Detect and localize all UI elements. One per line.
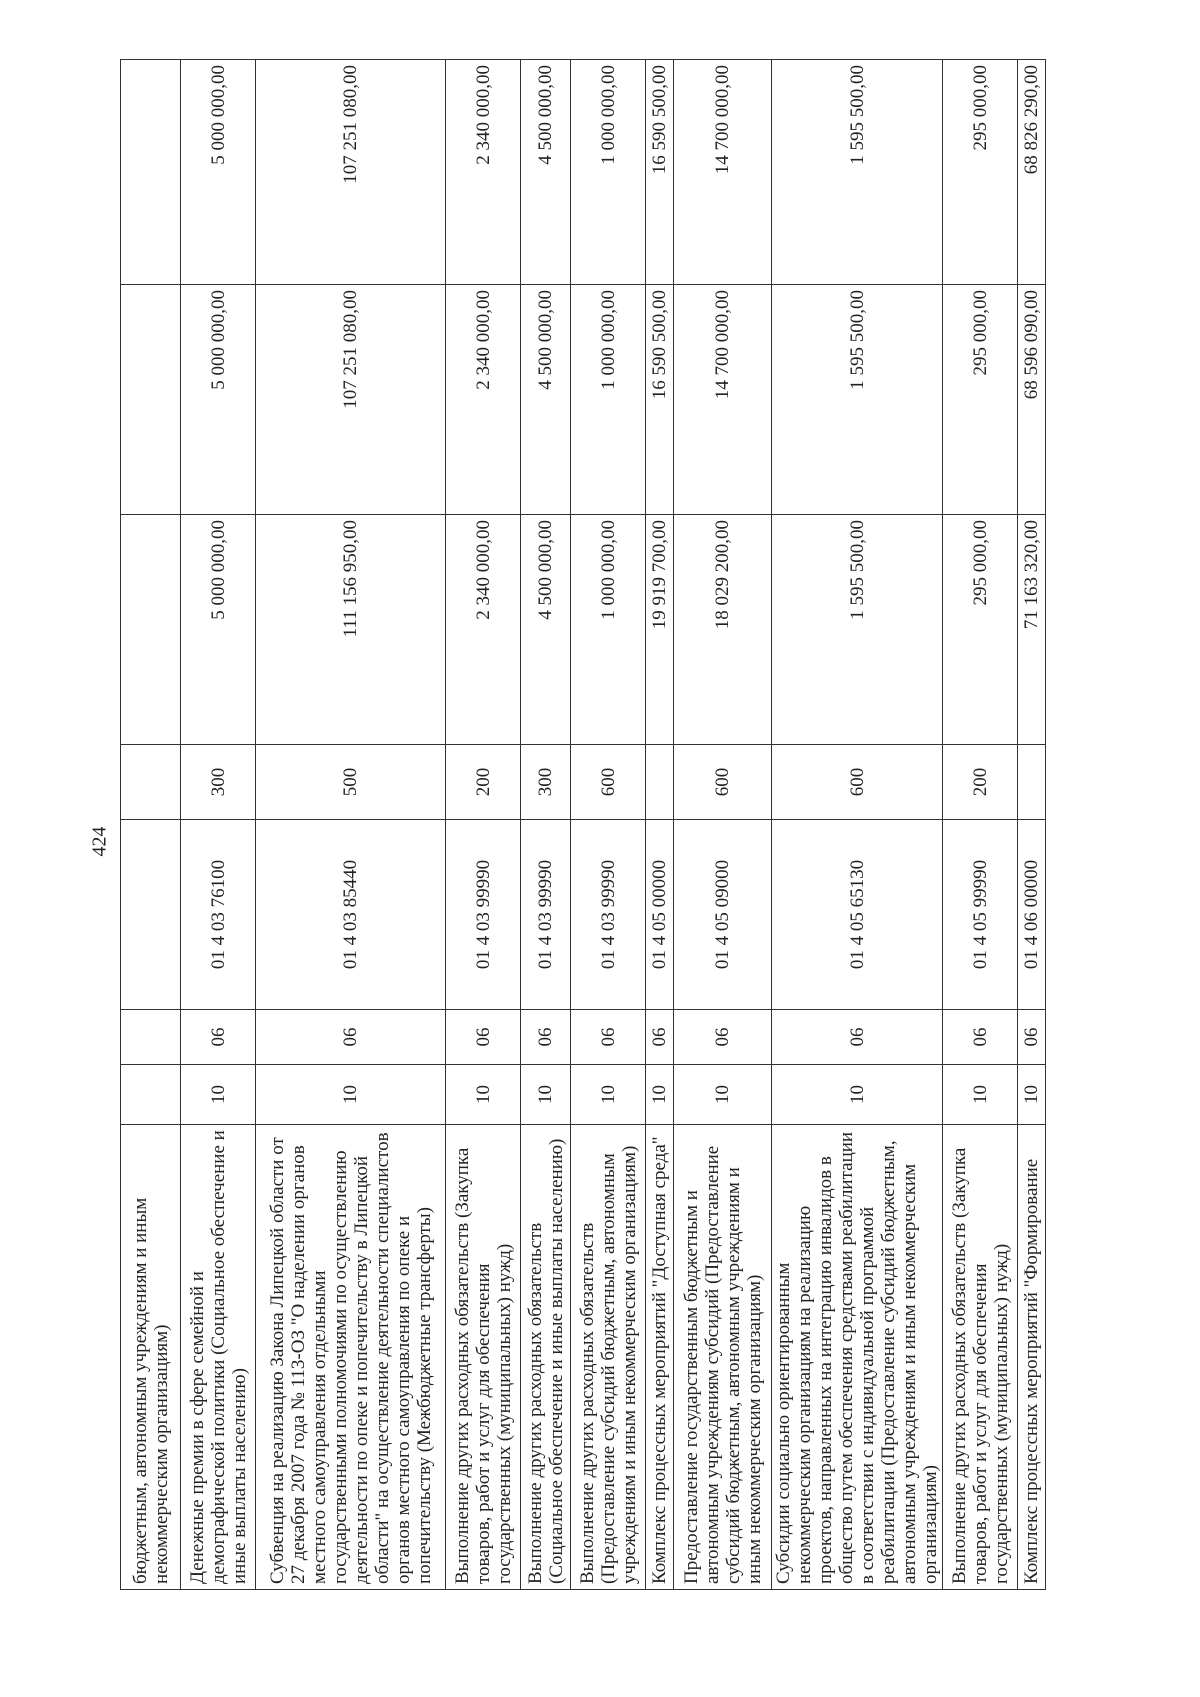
table-row bbox=[571, 60, 646, 1590]
row-name: Предоставление государственным бюджетным и автономным учреждениям субсидий (Предоставление субсидий бюджетным, автономным учреждениям и иным некоммерческим организациям) bbox=[674, 1125, 772, 1590]
table-row bbox=[521, 60, 571, 1590]
row-amount-year3: 14 700 000,00 bbox=[674, 60, 772, 285]
row-amount-year2: 2 340 000,00 bbox=[446, 285, 521, 515]
row-target-code: 01 4 05 00000 bbox=[646, 820, 674, 1010]
row-target-code: 01 4 05 65130 bbox=[772, 820, 943, 1010]
row-section: 10 bbox=[521, 1065, 571, 1125]
row-expense-type: 300 bbox=[181, 745, 256, 820]
row-amount-year1: 1 000 000,00 bbox=[571, 515, 646, 745]
row-subsection: 06 bbox=[446, 1010, 521, 1065]
row-amount-year2: 68 596 090,00 bbox=[1018, 285, 1046, 515]
row-amount-year2: 16 590 500,00 bbox=[646, 285, 674, 515]
row-name: бюджетным, автономным учреждениям и иным некоммерческим организациям) bbox=[121, 1125, 181, 1590]
row-name: Денежные премии в сфере семейной и демографической политики (Социальное обеспечение и иные выплаты населению) bbox=[181, 1125, 256, 1590]
row-amount-year3: 4 500 000,00 bbox=[521, 60, 571, 285]
row-target-code: 01 4 03 76100 bbox=[181, 820, 256, 1010]
row-expense-type: 600 bbox=[772, 745, 943, 820]
row-subsection: 06 bbox=[1018, 1010, 1046, 1065]
row-target-code: 01 4 03 85440 bbox=[256, 820, 446, 1010]
row-target-code bbox=[121, 820, 181, 1010]
row-expense-type: 500 bbox=[256, 745, 446, 820]
rotated-table-container bbox=[120, 60, 1070, 1590]
row-subsection: 06 bbox=[674, 1010, 772, 1065]
row-amount-year1: 4 500 000,00 bbox=[521, 515, 571, 745]
row-amount-year1: 1 595 500,00 bbox=[772, 515, 943, 745]
row-target-code: 01 4 03 99990 bbox=[521, 820, 571, 1010]
table-row bbox=[674, 60, 772, 1590]
row-expense-type bbox=[121, 745, 181, 820]
row-name: Выполнение других расходных обязательств (Закупка товаров, работ и услуг для обеспечения государственных (муниципальных) нужд) bbox=[446, 1125, 521, 1590]
row-subsection: 06 bbox=[521, 1010, 571, 1065]
row-target-code: 01 4 03 99990 bbox=[571, 820, 646, 1010]
row-name: Выполнение других расходных обязательств (Закупка товаров, работ и услуг для обеспечения государственных (муниципальных) нужд) bbox=[943, 1125, 1018, 1590]
row-name: Выполнение других расходных обязательств (Социальное обеспечение и иные выплаты населению) bbox=[521, 1125, 571, 1590]
row-amount-year3: 1 595 500,00 bbox=[772, 60, 943, 285]
row-section bbox=[121, 1065, 181, 1125]
row-amount-year3: 5 000 000,00 bbox=[181, 60, 256, 285]
row-section: 10 bbox=[256, 1065, 446, 1125]
row-name: Комплекс процессных мероприятий "Доступная среда" bbox=[646, 1125, 674, 1590]
row-expense-type bbox=[1018, 745, 1046, 820]
row-amount-year1: 19 919 700,00 bbox=[646, 515, 674, 745]
row-expense-type: 600 bbox=[571, 745, 646, 820]
row-amount-year3: 16 590 500,00 bbox=[646, 60, 674, 285]
row-amount-year3: 1 000 000,00 bbox=[571, 60, 646, 285]
row-subsection: 06 bbox=[943, 1010, 1018, 1065]
row-section: 10 bbox=[181, 1065, 256, 1125]
row-name: Выполнение других расходных обязательств (Предоставление субсидий бюджетным, автономным учреждениям и иным некоммерческим организациям) bbox=[571, 1125, 646, 1590]
table-row bbox=[121, 60, 181, 1590]
row-subsection bbox=[121, 1010, 181, 1065]
row-amount-year2: 5 000 000,00 bbox=[181, 285, 256, 515]
row-amount-year2: 1 595 500,00 bbox=[772, 285, 943, 515]
row-subsection: 06 bbox=[256, 1010, 446, 1065]
row-name: Субсидии социально ориентированным некоммерческим организациям на реализацию проектов, направленных на интеграцию инвалидов в общество путем обеспечения средствами реабилитации в соответствии с индивидуальной программой реабилитации (Предоставление субсидий бюджетным, автономным учреждениям и иным некоммерческим организациям) bbox=[772, 1125, 943, 1590]
row-section: 10 bbox=[571, 1065, 646, 1125]
row-section: 10 bbox=[446, 1065, 521, 1125]
row-amount-year2: 295 000,00 bbox=[943, 285, 1018, 515]
row-section: 10 bbox=[943, 1065, 1018, 1125]
row-amount-year2 bbox=[121, 285, 181, 515]
row-amount-year1: 5 000 000,00 bbox=[181, 515, 256, 745]
table-row bbox=[943, 60, 1018, 1590]
row-section: 10 bbox=[674, 1065, 772, 1125]
row-expense-type bbox=[646, 745, 674, 820]
row-section: 10 bbox=[646, 1065, 674, 1125]
row-amount-year3: 68 826 290,00 bbox=[1018, 60, 1046, 285]
row-target-code: 01 4 05 09000 bbox=[674, 820, 772, 1010]
row-section: 10 bbox=[1018, 1065, 1046, 1125]
row-target-code: 01 4 03 99990 bbox=[446, 820, 521, 1010]
table-row bbox=[1018, 60, 1046, 1590]
row-amount-year1: 111 156 950,00 bbox=[256, 515, 446, 745]
budget-table-body bbox=[121, 60, 1046, 1590]
row-amount-year1: 18 029 200,00 bbox=[674, 515, 772, 745]
row-amount-year3 bbox=[121, 60, 181, 285]
row-amount-year1 bbox=[121, 515, 181, 745]
page-number: 424 bbox=[88, 826, 111, 857]
row-subsection: 06 bbox=[646, 1010, 674, 1065]
row-amount-year3: 107 251 080,00 bbox=[256, 60, 446, 285]
row-amount-year1: 2 340 000,00 bbox=[446, 515, 521, 745]
row-name: Субвенция на реализацию Закона Липецкой области от 27 декабря 2007 года № 113-ОЗ "О наделении органов местного самоуправления отдельными государственными полномочиями по осуществлению деятельности по опеке и попечительству в Липецкой области" на осуществление деятельности специалистов органов местного самоуправления по опеке и попечительству (Межбюджетные трансферты) bbox=[256, 1125, 446, 1590]
table-row bbox=[772, 60, 943, 1590]
table-row bbox=[181, 60, 256, 1590]
row-amount-year2: 14 700 000,00 bbox=[674, 285, 772, 515]
row-amount-year3: 2 340 000,00 bbox=[446, 60, 521, 285]
row-amount-year1: 295 000,00 bbox=[943, 515, 1018, 745]
row-name: Комплекс процессных мероприятий "Формирование bbox=[1018, 1125, 1046, 1590]
table-row bbox=[256, 60, 446, 1590]
row-subsection: 06 bbox=[772, 1010, 943, 1065]
row-expense-type: 200 bbox=[943, 745, 1018, 820]
row-subsection: 06 bbox=[181, 1010, 256, 1065]
row-section: 10 bbox=[772, 1065, 943, 1125]
row-amount-year2: 4 500 000,00 bbox=[521, 285, 571, 515]
row-amount-year1: 71 163 320,00 bbox=[1018, 515, 1046, 745]
row-amount-year2: 1 000 000,00 bbox=[571, 285, 646, 515]
row-subsection: 06 bbox=[571, 1010, 646, 1065]
row-expense-type: 600 bbox=[674, 745, 772, 820]
table-row bbox=[446, 60, 521, 1590]
row-amount-year3: 295 000,00 bbox=[943, 60, 1018, 285]
table-row bbox=[646, 60, 674, 1590]
row-target-code: 01 4 05 99990 bbox=[943, 820, 1018, 1010]
row-amount-year2: 107 251 080,00 bbox=[256, 285, 446, 515]
row-expense-type: 200 bbox=[446, 745, 521, 820]
row-expense-type: 300 bbox=[521, 745, 571, 820]
budget-table bbox=[120, 59, 1046, 1590]
row-target-code: 01 4 06 00000 bbox=[1018, 820, 1046, 1010]
